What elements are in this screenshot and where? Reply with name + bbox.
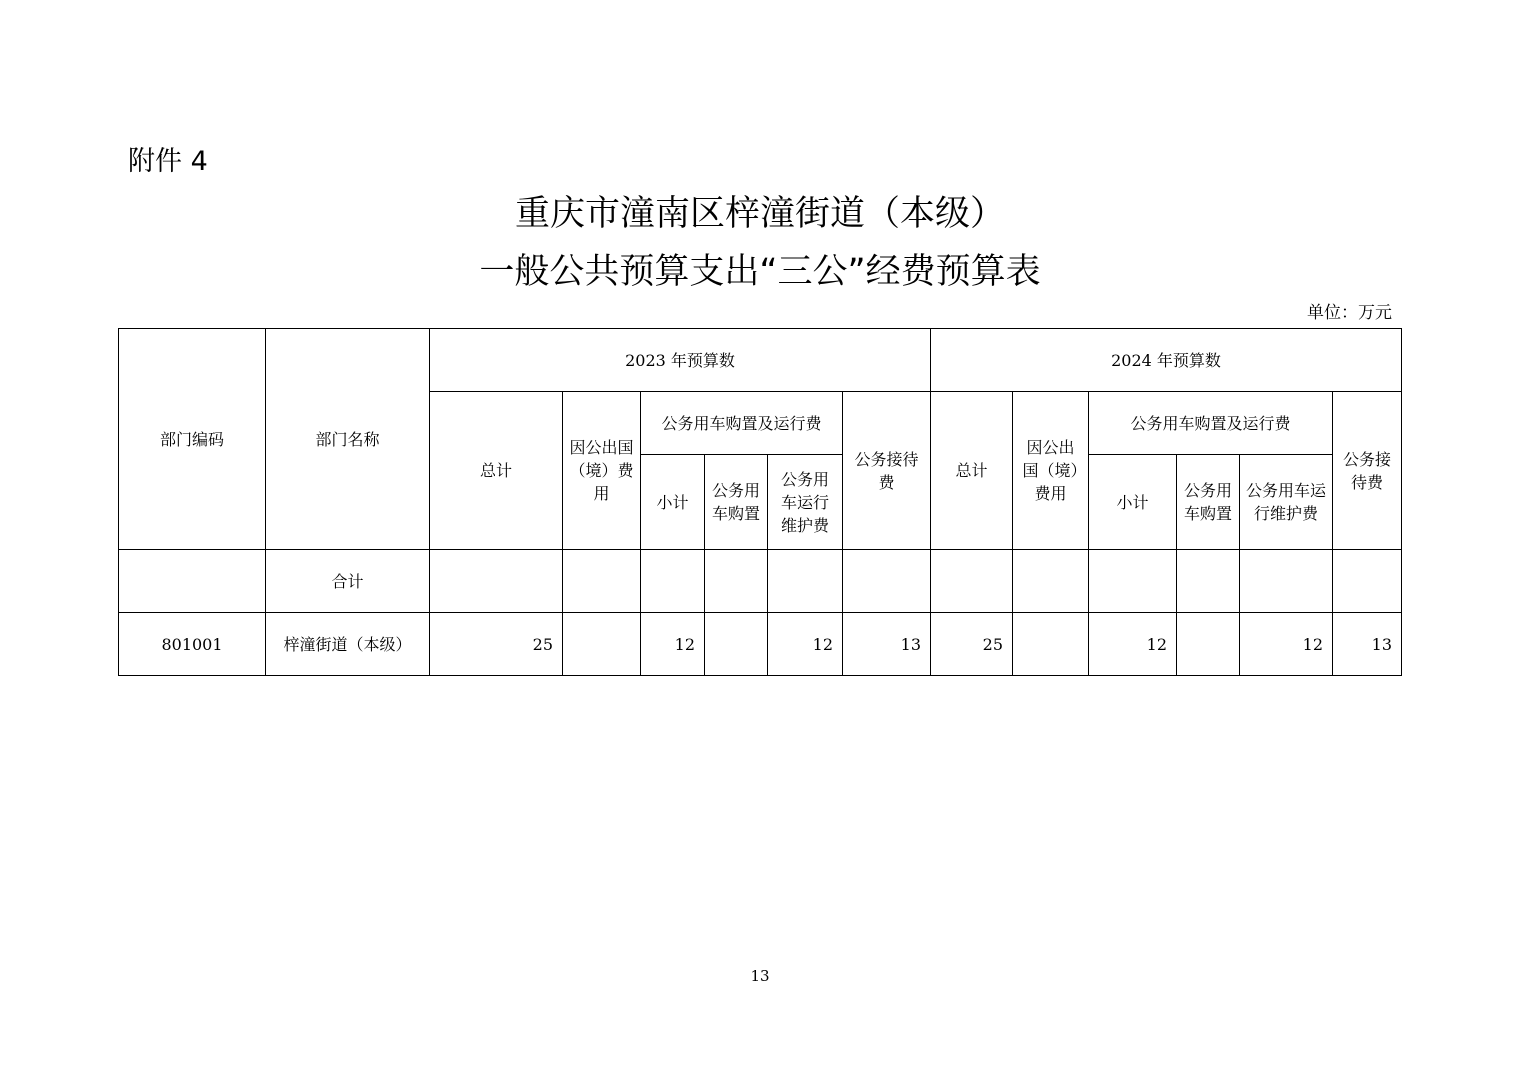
row-dept-code: 801001 (119, 613, 266, 676)
row-2024-reception: 13 (1333, 613, 1402, 676)
header-2023-car-group: 公务用车购置及运行费 (641, 392, 843, 455)
row-2024-total: 25 (931, 613, 1013, 676)
row-2023-subtotal: 12 (641, 613, 705, 676)
header-2024-car-group: 公务用车购置及运行费 (1089, 392, 1333, 455)
page-title-line-1: 重庆市潼南区梓潼街道（本级） (514, 194, 1005, 234)
sum-2024-total (931, 550, 1013, 613)
row-2023-total: 25 (430, 613, 563, 676)
sum-2023-abroad (563, 550, 641, 613)
sum-2024-purchase (1177, 550, 1240, 613)
row-2024-subtotal: 12 (1089, 613, 1177, 676)
row-2024-maint: 12 (1240, 613, 1333, 676)
sum-2024-reception (1333, 550, 1402, 613)
header-2024-subtotal: 小计 (1089, 455, 1177, 550)
header-2023-car-maint: 公务用车运行维护费 (768, 455, 843, 550)
header-2024-car-maint: 公务用车运行维护费 (1240, 455, 1333, 550)
header-2023-total: 总计 (430, 392, 563, 550)
header-year-2024: 2024 年预算数 (931, 329, 1402, 392)
page-title-line-2: 一般公共预算支出“三公”经费预算表 (479, 252, 1041, 292)
row-2023-reception: 13 (843, 613, 931, 676)
sum-2023-reception (843, 550, 931, 613)
row-2024-purchase (1177, 613, 1240, 676)
header-year-2023: 2023 年预算数 (430, 329, 931, 392)
row-2023-purchase (705, 613, 768, 676)
sum-label: 合计 (266, 550, 430, 613)
sum-2023-maint (768, 550, 843, 613)
row-2023-maint: 12 (768, 613, 843, 676)
header-2024-abroad: 因公出国（境）费用 (1013, 392, 1089, 550)
header-2023-reception: 公务接待费 (843, 392, 931, 550)
header-2024-car-purchase: 公务用车购置 (1177, 455, 1240, 550)
header-2023-car-purchase: 公务用车购置 (705, 455, 768, 550)
table-row (119, 613, 1402, 676)
row-2024-abroad (1013, 613, 1089, 676)
row-2023-abroad (563, 613, 641, 676)
header-2024-total: 总计 (931, 392, 1013, 550)
sum-2023-total (430, 550, 563, 613)
header-dept-name: 部门名称 (266, 329, 430, 550)
header-dept-code: 部门编码 (119, 329, 266, 550)
attachment-label: 附件 4 (128, 146, 208, 177)
row-dept-name: 梓潼街道（本级） (266, 613, 430, 676)
page-number: 13 (750, 967, 770, 985)
header-2024-reception: 公务接待费 (1333, 392, 1402, 550)
sum-2024-abroad (1013, 550, 1089, 613)
sum-code-cell (119, 550, 266, 613)
budget-table (118, 328, 1402, 676)
unit-label: 单位：万元 (1307, 303, 1392, 323)
sum-2023-subtotal (641, 550, 705, 613)
sum-2023-purchase (705, 550, 768, 613)
sum-row (119, 550, 1402, 613)
header-2023-subtotal: 小计 (641, 455, 705, 550)
header-row-years (119, 329, 1402, 392)
sum-2024-maint (1240, 550, 1333, 613)
sum-2024-subtotal (1089, 550, 1177, 613)
header-2023-abroad: 因公出国（境）费用 (563, 392, 641, 550)
